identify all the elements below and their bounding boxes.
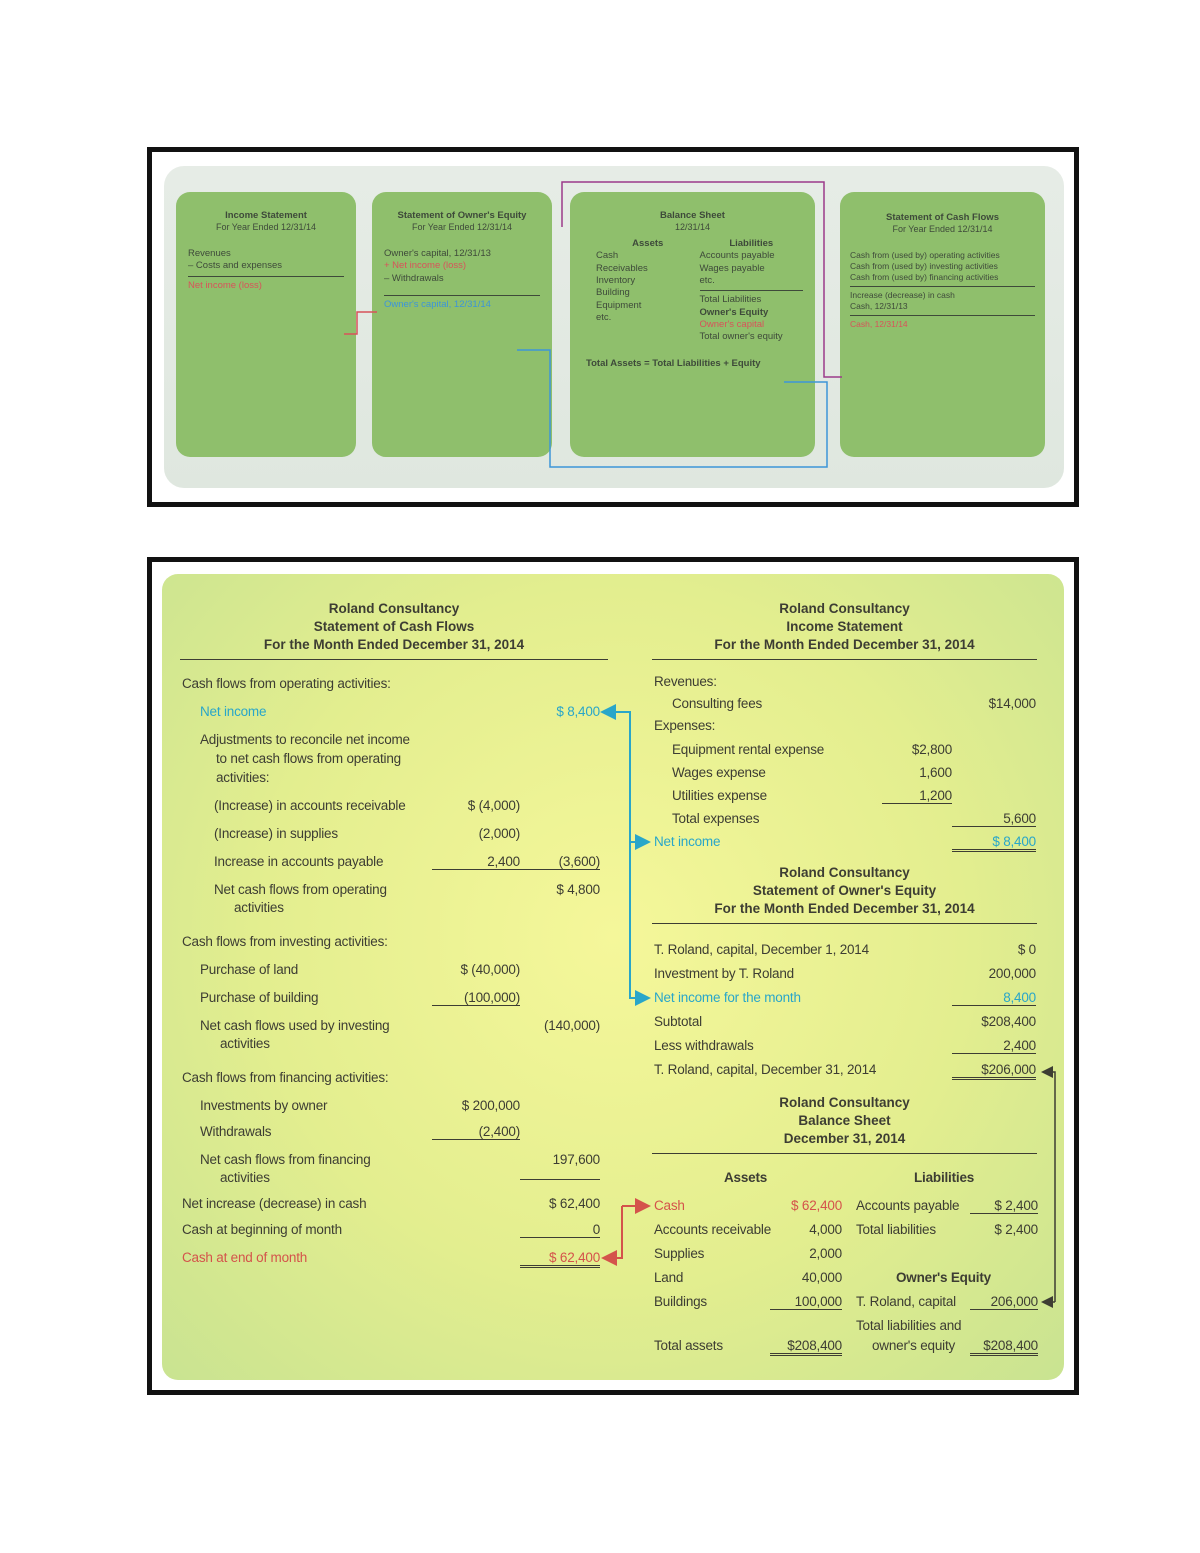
card-ending-cash: Cash, 12/31/14	[850, 319, 908, 330]
card-line: Revenues	[188, 248, 231, 260]
line-amount: $208,400	[981, 1014, 1036, 1029]
line-label: Total liabilities	[856, 1222, 936, 1237]
company-name: Roland Consultancy	[779, 601, 910, 616]
end-cash-label: Cash at end of month	[182, 1250, 308, 1265]
line-amount: 4,000	[809, 1222, 842, 1237]
net-income-label: Net income	[654, 834, 721, 849]
line-label: Net cash flows from financing	[200, 1152, 371, 1167]
cash-label: Cash	[654, 1198, 685, 1213]
statement-title: Balance Sheet	[798, 1113, 891, 1129]
line-label: Buildings	[654, 1294, 707, 1309]
line-amount: $ 0	[1017, 942, 1036, 957]
line-amount: 200,000	[988, 966, 1036, 981]
line-amount: $ (4,000)	[467, 798, 520, 813]
card-period: For Year Ended 12/31/14	[892, 224, 993, 235]
line-label: Cash at beginning of month	[182, 1222, 342, 1237]
line-label: Wages expense	[672, 765, 766, 780]
diagram-connector-lines	[152, 152, 1074, 502]
card-net-income: Net income (loss)	[188, 279, 262, 291]
assets-heading: Assets	[724, 1170, 768, 1185]
card-period: For Year Ended 12/31/14	[215, 222, 317, 233]
line-label: Increase in accounts payable	[214, 854, 384, 869]
line-label: Withdrawals	[200, 1124, 272, 1139]
line-label: Net cash flows used by investing	[200, 1018, 390, 1033]
line-label: Utilities expense	[672, 788, 767, 803]
line-amount: $ 2,400	[994, 1222, 1038, 1237]
statement-link-arrows	[152, 562, 1074, 1390]
card-line: – Costs and expenses	[188, 260, 283, 272]
line-label: Expenses:	[654, 718, 716, 733]
line-label: Accounts receivable	[654, 1222, 772, 1237]
card-line: Cash from (used by) operating activities	[850, 250, 1000, 261]
line-label: Total liabilities and	[856, 1318, 962, 1333]
liabilities-heading: Liabilities	[729, 238, 774, 250]
card-ending-capital: Owner's capital, 12/31/14	[384, 299, 491, 311]
line-amount: $2,800	[911, 742, 952, 757]
card-owner-capital: Owner's capital	[699, 319, 765, 331]
line-amount: 1,600	[919, 765, 952, 780]
card-line: Accounts payable	[699, 250, 775, 262]
line-label: Investments by owner	[200, 1098, 328, 1113]
capital-amount: 206,000	[970, 1294, 1038, 1310]
card-line: etc.	[699, 275, 715, 287]
accounting-equation: Total Assets = Total Liabilities + Equity	[586, 357, 761, 369]
card-title: Balance Sheet	[660, 210, 725, 221]
statement-title: Statement of Owner's Equity	[752, 883, 937, 899]
section-heading: Cash flows from operating activities:	[182, 676, 391, 691]
line-amount: (100,000)	[432, 990, 520, 1006]
net-income-label: Net income	[200, 704, 267, 719]
total-liabilities-equity-amount: $208,400	[970, 1338, 1038, 1356]
line-label: Consulting fees	[672, 696, 763, 711]
company-name: Roland Consultancy	[328, 601, 460, 616]
line-amount: (140,000)	[544, 1018, 600, 1033]
line-label: owner's equity	[872, 1338, 956, 1353]
line-amount: $ 62,400	[549, 1196, 600, 1211]
card-line: Cash from (used by) financing activities	[850, 272, 999, 283]
line-label: Net increase (decrease) in cash	[182, 1196, 367, 1211]
line-amount: $ 2,400	[970, 1198, 1038, 1214]
end-cash-amount: $ 62,400	[520, 1250, 600, 1268]
line-label: Total expenses	[672, 811, 760, 826]
line-amount: $ 4,800	[556, 882, 600, 897]
card-line: Increase (decrease) in cash	[850, 290, 955, 301]
card-line: Equipment	[596, 299, 642, 311]
card-title: Statement of Owner's Equity	[397, 210, 527, 221]
line-label: Purchase of building	[200, 990, 319, 1005]
card-line: Cash from (used by) investing activities	[850, 261, 998, 272]
line-label: Revenues:	[654, 674, 717, 689]
equity-heading: Owner's Equity	[896, 1270, 991, 1285]
line-label: Total assets	[654, 1338, 723, 1353]
card-period: 12/31/14	[674, 222, 711, 233]
line-amount: (2,400)	[432, 1124, 520, 1140]
ending-capital-amount: $206,000	[952, 1062, 1036, 1080]
card-line: Wages payable	[699, 262, 765, 274]
statement-period: For the Month Ended December 31, 2014	[714, 637, 975, 653]
line-label: T. Roland, capital	[856, 1294, 956, 1309]
net-income-amount: $ 8,400	[556, 704, 600, 719]
line-amount: 197,600	[520, 1152, 600, 1180]
line-label: activities	[220, 1036, 270, 1051]
line-label: (Increase) in accounts receivable	[214, 798, 406, 813]
total-assets-amount: $208,400	[770, 1338, 842, 1356]
liabilities-heading: Liabilities	[914, 1170, 975, 1185]
line-amount: (3,600)	[520, 854, 600, 870]
line-amount: 0	[520, 1222, 600, 1238]
statement-period: December 31, 2014	[783, 1131, 906, 1147]
line-amount: 1,200	[882, 788, 952, 804]
line-label: activities	[234, 900, 284, 915]
line-label: Supplies	[654, 1246, 705, 1261]
line-label: Accounts payable	[856, 1198, 960, 1213]
line-amount: (2,000)	[478, 826, 520, 841]
roland-statements-frame	[147, 557, 1079, 1395]
card-line: Cash, 12/31/13	[850, 301, 908, 312]
company-name: Roland Consultancy	[779, 1095, 910, 1110]
line-amount: 2,000	[809, 1246, 842, 1261]
net-income-amount: $ 8,400	[952, 834, 1036, 852]
card-line: – Withdrawals	[384, 272, 444, 284]
line-label: Subtotal	[654, 1014, 702, 1029]
statement-period: For the Month Ended December 31, 2014	[263, 637, 525, 653]
line-label: Net cash flows from operating	[214, 882, 387, 897]
card-line: etc.	[596, 312, 612, 324]
line-label: Adjustments to reconcile net income	[200, 732, 410, 747]
line-amount: 2,400	[952, 1038, 1036, 1054]
line-amount: 40,000	[801, 1270, 842, 1285]
card-line: Receivables	[596, 262, 648, 274]
line-label: Land	[654, 1270, 684, 1285]
net-income-label: Net income for the month	[654, 990, 801, 1005]
card-line: Cash	[596, 250, 619, 262]
card-line: + Net income (loss)	[384, 260, 467, 272]
line-amount: 2,400	[432, 854, 520, 870]
company-name: Roland Consultancy	[779, 865, 910, 880]
card-title: Statement of Cash Flows	[886, 212, 999, 223]
line-label: T. Roland, capital, December 1, 2014	[654, 942, 869, 957]
line-label: to net cash flows from operating	[216, 751, 401, 766]
line-amount: $ (40,000)	[460, 962, 520, 977]
financial-statements-diagram-frame	[147, 147, 1079, 507]
line-amount: 5,600	[952, 811, 1036, 827]
line-amount: 100,000	[770, 1294, 842, 1310]
section-heading: Cash flows from financing activities:	[182, 1070, 389, 1085]
assets-heading: Assets	[632, 238, 664, 250]
card-line: Inventory	[596, 275, 636, 287]
line-label: activities	[220, 1170, 270, 1185]
statement-title: Statement of Cash Flows	[313, 619, 475, 635]
line-label: T. Roland, capital, December 31, 2014	[654, 1062, 877, 1077]
card-period: For Year Ended 12/31/14	[411, 222, 513, 233]
statement-title: Income Statement	[786, 619, 903, 635]
line-label: Investment by T. Roland	[654, 966, 794, 981]
line-label: (Increase) in supplies	[214, 826, 338, 841]
line-amount: $14,000	[988, 696, 1036, 711]
card-line: Owner's capital, 12/31/13	[384, 248, 491, 260]
line-label: Equipment rental expense	[672, 742, 825, 757]
card-line: Building	[596, 287, 630, 299]
card-title: Income Statement	[225, 210, 307, 221]
cash-amount: $ 62,400	[791, 1198, 842, 1213]
net-income-amount: 8,400	[952, 990, 1036, 1006]
card-line: Total Liabilities	[699, 294, 762, 306]
line-label: Purchase of land	[200, 962, 299, 977]
statement-period: For the Month Ended December 31, 2014	[714, 901, 975, 917]
card-line: Total owner's equity	[699, 331, 783, 343]
line-label: Less withdrawals	[654, 1038, 754, 1053]
line-amount: $ 200,000	[461, 1098, 520, 1113]
line-label: activities:	[216, 770, 270, 785]
equity-heading: Owner's Equity	[699, 306, 769, 318]
section-heading: Cash flows from investing activities:	[182, 934, 388, 949]
